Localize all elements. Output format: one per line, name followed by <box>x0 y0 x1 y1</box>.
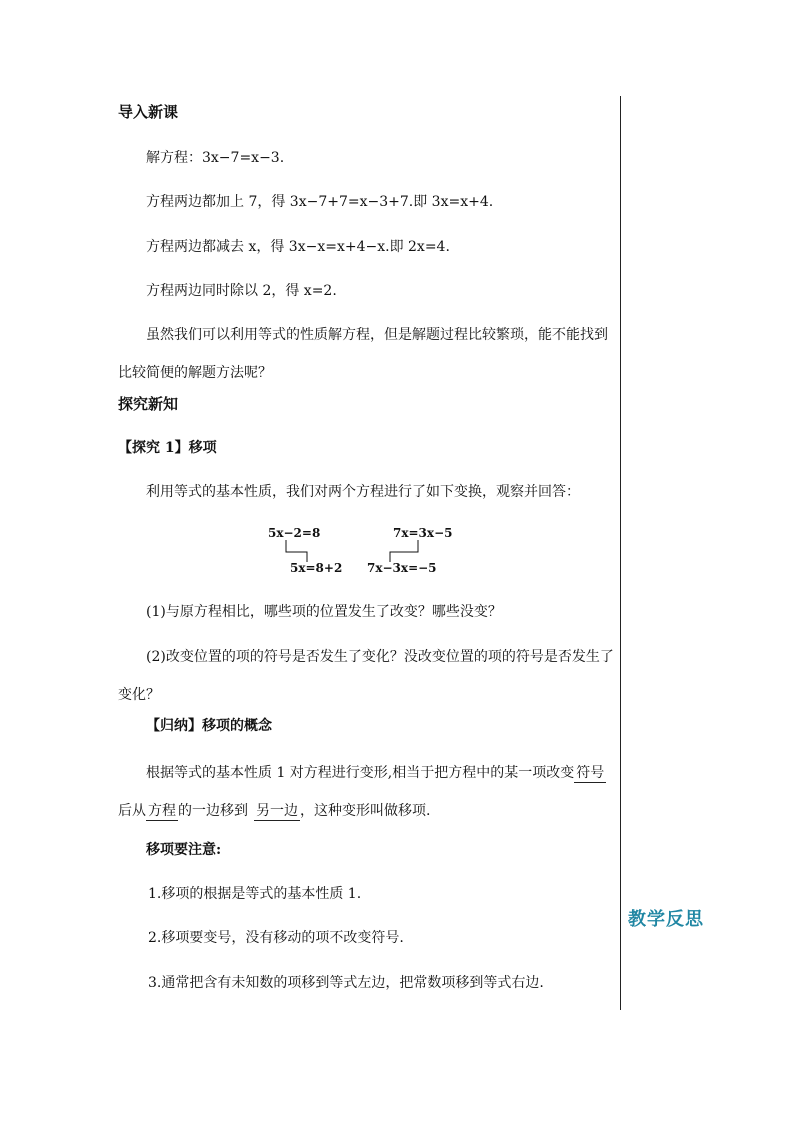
reflection-label: 教学反思 <box>628 909 704 930</box>
note-item: 2.移项要变号，没有移动的项不改变符号. <box>148 930 404 946</box>
blank-2: 方程 <box>148 803 176 819</box>
eq2-arrow <box>390 540 418 562</box>
explore-subheading: 【探究 1】移项 <box>118 440 217 456</box>
summary-text-d: ，这种变形叫做移项. <box>300 803 431 819</box>
summary-heading: 【归纳】移项的概念 <box>146 718 272 734</box>
summary-paragraph <box>118 754 616 830</box>
explore-intro-line: 利用等式的基本性质，我们对两个方程进行了如下变换，观察并回答： <box>146 484 580 500</box>
intro-line-4: 方程两边同时除以 2，得 x=2. <box>146 283 337 299</box>
eq2-bottom: 7x−3x=−5 <box>367 561 437 575</box>
summary-text-b: 后从 <box>118 803 146 819</box>
column-divider <box>620 96 621 1010</box>
summary-text-c: 的一边移到 <box>178 803 248 819</box>
eq2-top: 7x=3x−5 <box>393 526 453 540</box>
intro-paragraph: 虽然我们可以利用等式的性质解方程，但是解题过程比较繁琐，能不能找到比较简便的解题方法呢？ <box>118 327 608 381</box>
intro-line-3: 方程两边都减去 x，得 3x−x=x+4−x.即 2x=4. <box>146 239 450 255</box>
intro-heading: 导入新课 <box>118 103 179 121</box>
eq1-bottom: 5x=8+2 <box>290 561 343 575</box>
summary-text-a: 根据等式的基本性质 1 对方程进行变形,相当于把方程中的某一项改变 <box>146 765 575 781</box>
eq1-arrow <box>286 540 307 562</box>
intro-line-1: 解方程：3x−7=x−3. <box>146 150 285 166</box>
explore-heading: 探究新知 <box>118 395 179 413</box>
intro-line-2: 方程两边都加上 7，得 3x−7+7=x−3+7.即 3x=x+4. <box>146 194 494 210</box>
eq1-top: 5x−2=8 <box>268 526 321 540</box>
blank-3: 另一边 <box>256 803 298 819</box>
blank-1: 符号 <box>576 765 605 781</box>
question-1: (1)与原方程相比，哪些项的位置发生了改变？哪些没变？ <box>146 604 502 620</box>
note-item: 3.通常把含有未知数的项移到等式左边，把常数项移到等式右边. <box>148 975 544 991</box>
note-item: 1.移项的根据是等式的基本性质 1. <box>148 886 362 902</box>
transposition-diagram <box>260 522 460 578</box>
question-2: (2)改变位置的项的符号是否发生了变化？没改变位置的项的符号是否发生了变化？ <box>118 649 614 703</box>
notes-heading: 移项要注意: <box>146 842 222 858</box>
